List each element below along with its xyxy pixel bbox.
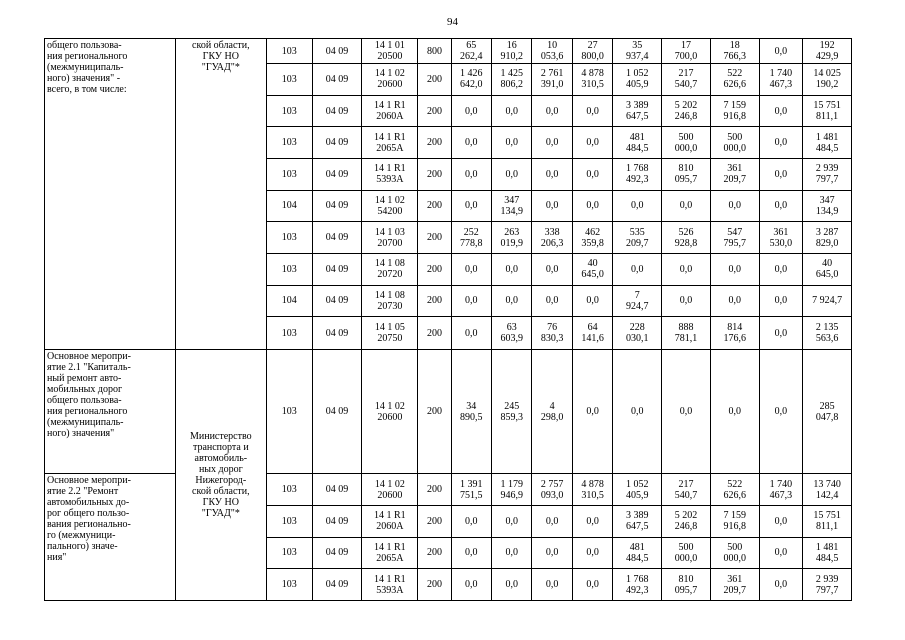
y2021-cell: 522 626,6 bbox=[710, 474, 759, 506]
y2020-cell: 0,0 bbox=[662, 349, 711, 473]
grbs-cell: 104 bbox=[266, 285, 312, 317]
target-article-cell: 14 1 01 20500 bbox=[362, 39, 418, 64]
total-cell: 1 481 484,5 bbox=[803, 537, 852, 569]
y2017-cell: 0,0 bbox=[532, 127, 572, 159]
y2015-cell: 34 890,5 bbox=[451, 349, 491, 473]
y2022-cell: 1 740 467,3 bbox=[759, 474, 803, 506]
section-cell: 04 09 bbox=[312, 505, 362, 537]
total-cell: 13 740 142,4 bbox=[803, 474, 852, 506]
y2020-cell: 810 095,7 bbox=[662, 569, 711, 601]
y2017-cell: 0,0 bbox=[532, 253, 572, 285]
y2020-cell: 526 928,8 bbox=[662, 222, 711, 254]
section-cell: 04 09 bbox=[312, 253, 362, 285]
y2018-cell: 0,0 bbox=[572, 537, 612, 569]
y2017-cell: 0,0 bbox=[532, 95, 572, 127]
y2018-cell: 0,0 bbox=[572, 285, 612, 317]
table-row bbox=[45, 39, 852, 64]
y2016-cell: 16 910,2 bbox=[492, 39, 532, 64]
y2016-cell: 1 425 806,2 bbox=[492, 64, 532, 96]
y2021-cell: 7 159 916,8 bbox=[710, 95, 759, 127]
executor-cell: Министерство транспорта и автомобиль- ных дорог Нижегород- ской области, ГКУ НО "ГУАД"* bbox=[175, 349, 266, 600]
target-article-cell: 14 1 08 20730 bbox=[362, 285, 418, 317]
y2016-cell: 0,0 bbox=[492, 537, 532, 569]
y2015-cell: 0,0 bbox=[451, 95, 491, 127]
target-article-cell: 14 1 02 20600 bbox=[362, 349, 418, 473]
y2022-cell: 361 530,0 bbox=[759, 222, 803, 254]
total-cell: 15 751 811,1 bbox=[803, 95, 852, 127]
y2020-cell: 0,0 bbox=[662, 190, 711, 222]
y2019-cell: 1 052 405,9 bbox=[613, 64, 662, 96]
y2019-cell: 1 768 492,3 bbox=[613, 159, 662, 191]
y2016-cell: 0,0 bbox=[492, 253, 532, 285]
y2021-cell: 0,0 bbox=[710, 253, 759, 285]
y2018-cell: 0,0 bbox=[572, 569, 612, 601]
grbs-cell: 103 bbox=[266, 505, 312, 537]
y2022-cell: 0,0 bbox=[759, 285, 803, 317]
y2018-cell: 27 800,0 bbox=[572, 39, 612, 64]
target-article-cell: 14 1 08 20720 bbox=[362, 253, 418, 285]
target-article-cell: 14 1 02 20600 bbox=[362, 474, 418, 506]
section-cell: 04 09 bbox=[312, 190, 362, 222]
executor-cell: ской области, ГКУ НО "ГУАД"* bbox=[175, 39, 266, 350]
grbs-cell: 103 bbox=[266, 537, 312, 569]
y2018-cell: 64 141,6 bbox=[572, 317, 612, 350]
y2015-cell: 1 391 751,5 bbox=[451, 474, 491, 506]
y2017-cell: 0,0 bbox=[532, 505, 572, 537]
section-cell: 04 09 bbox=[312, 222, 362, 254]
y2019-cell: 481 484,5 bbox=[613, 127, 662, 159]
y2022-cell: 0,0 bbox=[759, 253, 803, 285]
total-cell: 285 047,8 bbox=[803, 349, 852, 473]
y2022-cell: 0,0 bbox=[759, 127, 803, 159]
y2017-cell: 0,0 bbox=[532, 537, 572, 569]
y2017-cell: 76 830,3 bbox=[532, 317, 572, 350]
section-cell: 04 09 bbox=[312, 39, 362, 64]
grbs-cell: 103 bbox=[266, 474, 312, 506]
y2015-cell: 1 426 642,0 bbox=[451, 64, 491, 96]
expense-type-cell: 200 bbox=[418, 474, 451, 506]
section-cell: 04 09 bbox=[312, 95, 362, 127]
y2016-cell: 0,0 bbox=[492, 159, 532, 191]
grbs-cell: 103 bbox=[266, 127, 312, 159]
activity-name-cell: Основное меропри- ятие 2.1 "Капиталь- ный ремонт авто- мобильных дорог общего пользова- ния регионального (межмуниципаль- ного) значения" bbox=[45, 349, 176, 473]
y2016-cell: 63 603,9 bbox=[492, 317, 532, 350]
y2019-cell: 0,0 bbox=[613, 349, 662, 473]
y2022-cell: 0,0 bbox=[759, 569, 803, 601]
y2017-cell: 2 761 391,0 bbox=[532, 64, 572, 96]
y2018-cell: 40 645,0 bbox=[572, 253, 612, 285]
y2016-cell: 0,0 bbox=[492, 95, 532, 127]
y2018-cell: 0,0 bbox=[572, 159, 612, 191]
expense-type-cell: 200 bbox=[418, 569, 451, 601]
y2020-cell: 5 202 246,8 bbox=[662, 505, 711, 537]
y2016-cell: 0,0 bbox=[492, 285, 532, 317]
y2022-cell: 0,0 bbox=[759, 505, 803, 537]
grbs-cell: 103 bbox=[266, 64, 312, 96]
target-article-cell: 14 1 R1 2060A bbox=[362, 505, 418, 537]
section-cell: 04 09 bbox=[312, 285, 362, 317]
y2016-cell: 245 859,3 bbox=[492, 349, 532, 473]
y2020-cell: 888 781,1 bbox=[662, 317, 711, 350]
y2022-cell: 0,0 bbox=[759, 39, 803, 64]
y2018-cell: 0,0 bbox=[572, 127, 612, 159]
section-cell: 04 09 bbox=[312, 537, 362, 569]
y2020-cell: 0,0 bbox=[662, 253, 711, 285]
expense-type-cell: 200 bbox=[418, 317, 451, 350]
section-cell: 04 09 bbox=[312, 127, 362, 159]
y2022-cell: 0,0 bbox=[759, 95, 803, 127]
expense-type-cell: 200 bbox=[418, 222, 451, 254]
table-row bbox=[45, 349, 852, 473]
y2021-cell: 500 000,0 bbox=[710, 537, 759, 569]
budget-table bbox=[44, 38, 852, 601]
y2018-cell: 4 878 310,5 bbox=[572, 474, 612, 506]
y2021-cell: 814 176,6 bbox=[710, 317, 759, 350]
grbs-cell: 103 bbox=[266, 39, 312, 64]
y2017-cell: 2 757 093,0 bbox=[532, 474, 572, 506]
y2016-cell: 0,0 bbox=[492, 127, 532, 159]
grbs-cell: 103 bbox=[266, 253, 312, 285]
target-article-cell: 14 1 R1 5393A bbox=[362, 569, 418, 601]
expense-type-cell: 200 bbox=[418, 95, 451, 127]
activity-name-cell: общего пользова- ния регионального (межмуниципаль- ного) значения" - всего, в том числе: bbox=[45, 39, 176, 350]
expense-type-cell: 200 bbox=[418, 190, 451, 222]
expense-type-cell: 200 bbox=[418, 127, 451, 159]
y2016-cell: 347 134,9 bbox=[492, 190, 532, 222]
section-cell: 04 09 bbox=[312, 64, 362, 96]
target-article-cell: 14 1 R1 2065A bbox=[362, 537, 418, 569]
y2022-cell: 0,0 bbox=[759, 537, 803, 569]
y2017-cell: 0,0 bbox=[532, 159, 572, 191]
y2022-cell: 0,0 bbox=[759, 190, 803, 222]
total-cell: 3 287 829,0 bbox=[803, 222, 852, 254]
y2017-cell: 0,0 bbox=[532, 190, 572, 222]
grbs-cell: 103 bbox=[266, 349, 312, 473]
y2021-cell: 0,0 bbox=[710, 190, 759, 222]
y2015-cell: 65 262,4 bbox=[451, 39, 491, 64]
y2021-cell: 361 209,7 bbox=[710, 159, 759, 191]
y2019-cell: 3 389 647,5 bbox=[613, 505, 662, 537]
section-cell: 04 09 bbox=[312, 349, 362, 473]
y2015-cell: 0,0 bbox=[451, 159, 491, 191]
grbs-cell: 103 bbox=[266, 569, 312, 601]
expense-type-cell: 200 bbox=[418, 349, 451, 473]
y2017-cell: 4 298,0 bbox=[532, 349, 572, 473]
y2019-cell: 535 209,7 bbox=[613, 222, 662, 254]
expense-type-cell: 200 bbox=[418, 505, 451, 537]
total-cell: 7 924,7 bbox=[803, 285, 852, 317]
total-cell: 14 025 190,2 bbox=[803, 64, 852, 96]
total-cell: 15 751 811,1 bbox=[803, 505, 852, 537]
target-article-cell: 14 1 R1 2060A bbox=[362, 95, 418, 127]
y2022-cell: 0,0 bbox=[759, 317, 803, 350]
grbs-cell: 103 bbox=[266, 222, 312, 254]
y2018-cell: 462 359,8 bbox=[572, 222, 612, 254]
y2021-cell: 547 795,7 bbox=[710, 222, 759, 254]
y2019-cell: 0,0 bbox=[613, 253, 662, 285]
y2019-cell: 228 030,1 bbox=[613, 317, 662, 350]
y2019-cell: 7 924,7 bbox=[613, 285, 662, 317]
y2017-cell: 0,0 bbox=[532, 285, 572, 317]
y2016-cell: 263 019,9 bbox=[492, 222, 532, 254]
y2018-cell: 0,0 bbox=[572, 95, 612, 127]
grbs-cell: 103 bbox=[266, 317, 312, 350]
y2019-cell: 35 937,4 bbox=[613, 39, 662, 64]
y2016-cell: 0,0 bbox=[492, 505, 532, 537]
y2015-cell: 0,0 bbox=[451, 253, 491, 285]
total-cell: 2 939 797,7 bbox=[803, 159, 852, 191]
grbs-cell: 103 bbox=[266, 159, 312, 191]
total-cell: 192 429,9 bbox=[803, 39, 852, 64]
y2022-cell: 0,0 bbox=[759, 159, 803, 191]
y2020-cell: 500 000,0 bbox=[662, 537, 711, 569]
y2018-cell: 4 878 310,5 bbox=[572, 64, 612, 96]
y2018-cell: 0,0 bbox=[572, 349, 612, 473]
y2015-cell: 0,0 bbox=[451, 190, 491, 222]
y2020-cell: 217 540,7 bbox=[662, 64, 711, 96]
y2015-cell: 0,0 bbox=[451, 127, 491, 159]
total-cell: 2 939 797,7 bbox=[803, 569, 852, 601]
target-article-cell: 14 1 03 20700 bbox=[362, 222, 418, 254]
y2015-cell: 0,0 bbox=[451, 505, 491, 537]
y2020-cell: 0,0 bbox=[662, 285, 711, 317]
target-article-cell: 14 1 R1 2065A bbox=[362, 127, 418, 159]
y2019-cell: 0,0 bbox=[613, 190, 662, 222]
y2018-cell: 0,0 bbox=[572, 190, 612, 222]
y2015-cell: 0,0 bbox=[451, 537, 491, 569]
y2020-cell: 810 095,7 bbox=[662, 159, 711, 191]
expense-type-cell: 200 bbox=[418, 285, 451, 317]
total-cell: 40 645,0 bbox=[803, 253, 852, 285]
target-article-cell: 14 1 05 20750 bbox=[362, 317, 418, 350]
section-cell: 04 09 bbox=[312, 317, 362, 350]
y2021-cell: 361 209,7 bbox=[710, 569, 759, 601]
grbs-cell: 103 bbox=[266, 95, 312, 127]
expense-type-cell: 200 bbox=[418, 537, 451, 569]
y2020-cell: 500 000,0 bbox=[662, 127, 711, 159]
table-row bbox=[45, 474, 852, 506]
y2021-cell: 7 159 916,8 bbox=[710, 505, 759, 537]
y2017-cell: 338 206,3 bbox=[532, 222, 572, 254]
section-cell: 04 09 bbox=[312, 569, 362, 601]
expense-type-cell: 200 bbox=[418, 64, 451, 96]
y2018-cell: 0,0 bbox=[572, 505, 612, 537]
y2019-cell: 3 389 647,5 bbox=[613, 95, 662, 127]
target-article-cell: 14 1 R1 5393A bbox=[362, 159, 418, 191]
y2021-cell: 522 626,6 bbox=[710, 64, 759, 96]
y2017-cell: 10 053,6 bbox=[532, 39, 572, 64]
total-cell: 2 135 563,6 bbox=[803, 317, 852, 350]
expense-type-cell: 200 bbox=[418, 253, 451, 285]
y2019-cell: 481 484,5 bbox=[613, 537, 662, 569]
y2017-cell: 0,0 bbox=[532, 569, 572, 601]
total-cell: 1 481 484,5 bbox=[803, 127, 852, 159]
y2016-cell: 1 179 946,9 bbox=[492, 474, 532, 506]
expense-type-cell: 800 bbox=[418, 39, 451, 64]
y2020-cell: 217 540,7 bbox=[662, 474, 711, 506]
y2020-cell: 5 202 246,8 bbox=[662, 95, 711, 127]
target-article-cell: 14 1 02 20600 bbox=[362, 64, 418, 96]
y2015-cell: 0,0 bbox=[451, 569, 491, 601]
table-body bbox=[45, 39, 852, 601]
expense-type-cell: 200 bbox=[418, 159, 451, 191]
y2015-cell: 0,0 bbox=[451, 317, 491, 350]
y2015-cell: 0,0 bbox=[451, 285, 491, 317]
y2016-cell: 0,0 bbox=[492, 569, 532, 601]
y2019-cell: 1 768 492,3 bbox=[613, 569, 662, 601]
y2019-cell: 1 052 405,9 bbox=[613, 474, 662, 506]
target-article-cell: 14 1 02 54200 bbox=[362, 190, 418, 222]
section-cell: 04 09 bbox=[312, 159, 362, 191]
y2020-cell: 17 700,0 bbox=[662, 39, 711, 64]
y2021-cell: 500 000,0 bbox=[710, 127, 759, 159]
section-cell: 04 09 bbox=[312, 474, 362, 506]
grbs-cell: 104 bbox=[266, 190, 312, 222]
y2021-cell: 0,0 bbox=[710, 349, 759, 473]
y2022-cell: 0,0 bbox=[759, 349, 803, 473]
y2021-cell: 18 766,3 bbox=[710, 39, 759, 64]
page-number: 94 bbox=[447, 16, 458, 28]
y2021-cell: 0,0 bbox=[710, 285, 759, 317]
activity-name-cell: Основное меропри- ятие 2.2 "Ремонт автомобильных до- рог общего пользо- вания регионально- го (межмуници- пального) значе- ния" bbox=[45, 474, 176, 601]
y2015-cell: 252 778,8 bbox=[451, 222, 491, 254]
y2022-cell: 1 740 467,3 bbox=[759, 64, 803, 96]
total-cell: 347 134,9 bbox=[803, 190, 852, 222]
